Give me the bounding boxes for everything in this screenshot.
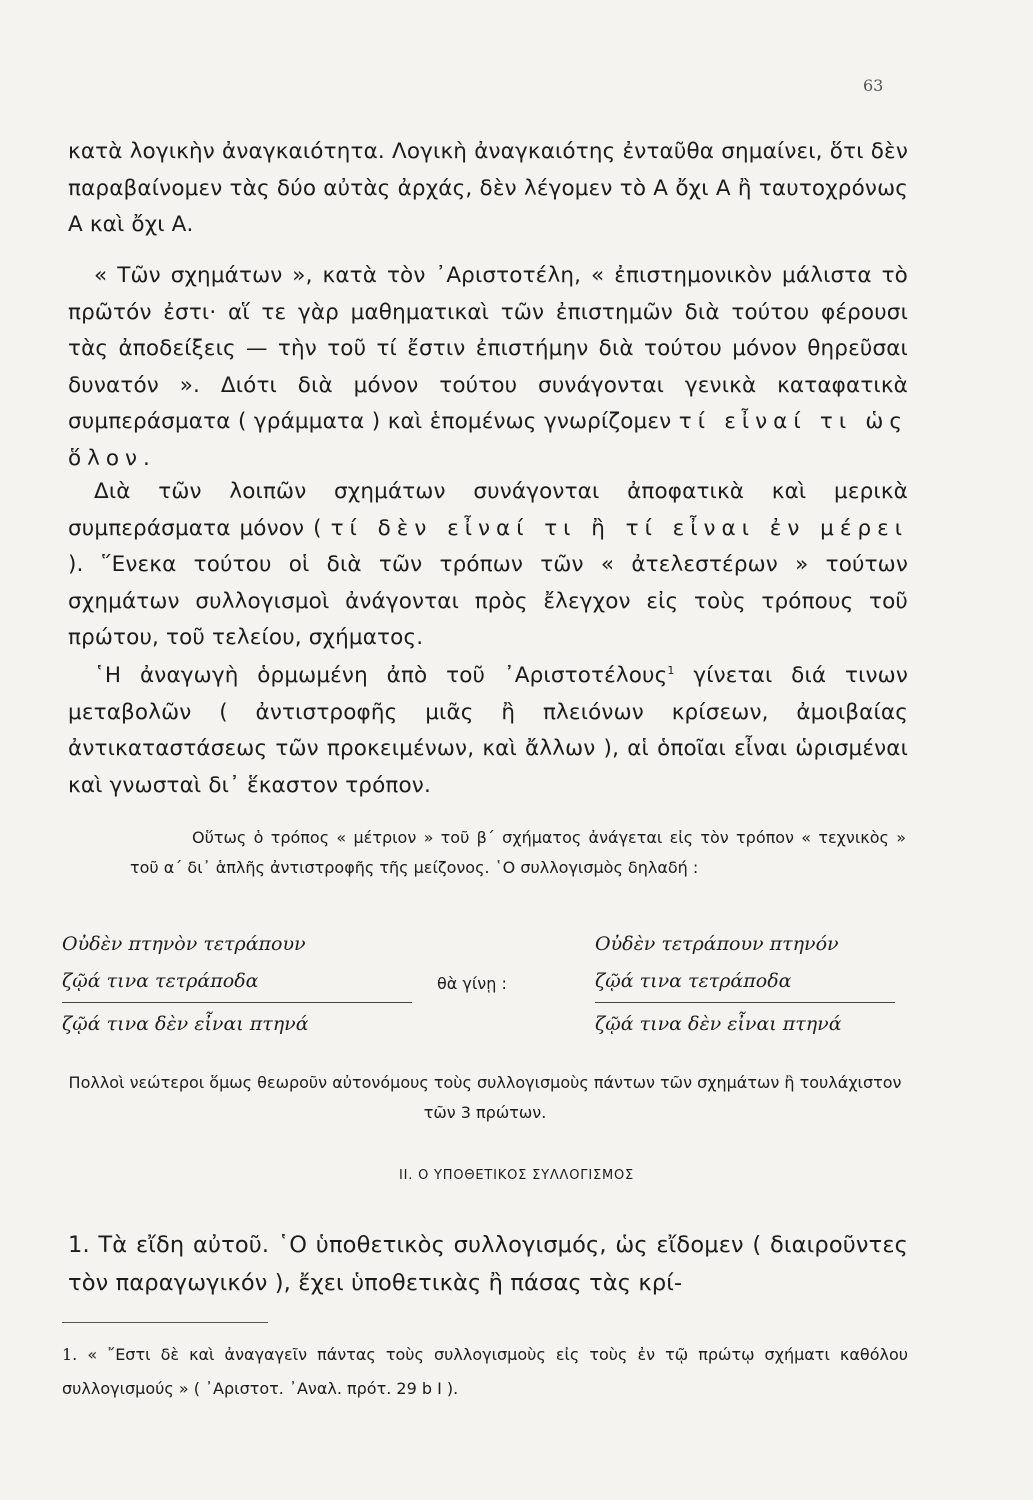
after-syllogism-text: Πολλοὶ νεώτεροι ὅμως θεωροῦν αὐτονόμους τοὺς συλλογισμοὺς πάντων τῶν σχημάτων ἢ τουλάχιστον τῶν 3 πρώτων. xyxy=(68,1073,902,1122)
paragraph-4-text: ῾Η ἀναγωγὴ ὁρμωμένη ἀπὸ τοῦ ᾿Αριστοτέλους xyxy=(94,663,668,688)
footnote-divider xyxy=(62,1322,268,1323)
section-heading: II. Ο ΥΠΟΘΕΤΙΚΟΣ ΣΥΛΛΟΓΙΣΜΟΣ xyxy=(398,1168,635,1183)
syllogism-right-minor: ζῷά τινα τετράποδα xyxy=(595,970,792,992)
syllogism-right-conclusion: ζῷά τινα δὲν εἶναι πτηνά xyxy=(595,1013,842,1035)
syllogism-right-rule xyxy=(595,1002,895,1003)
paragraph-2 xyxy=(68,258,908,477)
footnote-reference: 1 xyxy=(667,663,675,677)
syllogism-left-major: Οὐδὲν πτηνὸν τετράπουν xyxy=(62,933,306,955)
footnote-text: « ῎Εστι δὲ καὶ ἀναγαγεῖν πάντας τοὺς συλλογισμοὺς εἰς τοὺς ἐν τῷ πρώτῳ σχήματι καθόλου συλλογισμούς » ( ᾿Αριστοτ. ᾿Αναλ. πρότ. 29 b I ). xyxy=(62,1345,908,1398)
syllogism-right-major: Οὐδὲν τετράπουν πτηνόν xyxy=(595,933,839,955)
paragraph-3-text: Διὰ τῶν λοιπῶν σχημάτων συνάγονται ἀποφατικὰ καὶ μερικὰ συμπεράσματα μόνον ( xyxy=(68,479,908,541)
paragraph-4-rest: γίνεται διά τινων μεταβολῶν ( ἀντιστροφῆς μιᾶς ἢ πλειόνων κρίσεων, ἀμοιβαίας ἀντικαταστάσεως τῶν προκειμένων, καὶ ἄλλων ), αἱ ὁποῖαι εἶναι ὡρισμέναι καὶ γνωσταὶ δι᾿ ἕκαστον τρόπον. xyxy=(68,663,908,798)
example-paragraph: Οὕτως ὁ τρόπος « μέτριον » τοῦ β΄ σχήματος ἀνάγεται εἰς τὸν τρόπον « τεχνικὸς » τοῦ α΄ δι᾿ ἁπλῆς ἀντιστροφῆς τῆς μείζονος. ῾Ο συλλογισμὸς δηλαδή : xyxy=(130,828,906,877)
syllogism-left-rule xyxy=(62,1002,412,1003)
page-number: 63 xyxy=(863,76,884,95)
syllogism-left-conclusion: ζῷά τινα δὲν εἶναι πτηνά xyxy=(62,1013,309,1035)
paragraph-2-spaced: τί εἶναί τι ὡς ὅλον. xyxy=(68,409,909,471)
paragraph-3-rest: ). ῞Ενεκα τούτου οἱ διὰ τῶν τρόπων τῶν « ἀτελεστέρων » τούτων σχημάτων συλλογισμοὶ ἀνάγονται πρὸς ἔλεγχον εἰς τοὺς τρόπους τοῦ πρώτου, τοῦ τελείου, σχήματος. xyxy=(68,552,908,650)
paragraph-3 xyxy=(68,474,908,657)
paragraph-3-spaced: τί δὲν εἶναί τι ἢ τί εἶναι ἐν μέρει xyxy=(330,515,908,541)
paragraph-4 xyxy=(68,658,908,804)
footnote-mark: 1. xyxy=(62,1345,78,1364)
syllogism-left-minor: ζῷά τινα τετράποδα xyxy=(62,970,259,992)
footnote xyxy=(62,1338,908,1406)
syllogism-connector: θὰ γίνῃ : xyxy=(437,974,507,993)
paragraph-2-text: « Τῶν σχημάτων », κατὰ τὸν ᾿Αριστοτέλη, « ἐπιστημονικὸν μάλιστα τὸ πρῶτόν ἐστι· αἵ τε γὰρ μαθηματικαὶ τῶν ἐπιστημῶν διὰ τούτου φέρουσι τὰς ἀποδείξεις — τὴν τοῦ τί ἔστιν ἐπιστήμην διὰ τούτου μόνον θηρεῦσαι δυνατόν ». Διότι διὰ μόνον τούτου συνάγονται γενικὰ καταφατικὰ συμπεράσματα ( γράμματα ) καὶ ἑπομένως γνωρίζομεν xyxy=(68,263,908,434)
section-paragraph: 1. Τὰ εἴδη αὐτοῦ. ῾Ο ὑποθετικὸς συλλογισμός, ὡς εἴδομεν ( διαιροῦντες τὸν παραγωγικόν ), ἔχει ὑποθετικὰς ἢ πάσας τὰς κρί- xyxy=(68,1232,908,1296)
paragraph-1: κατὰ λογικὴν ἀναγκαιότητα. Λογικὴ ἀναγκαιότης ἐνταῦθα σημαίνει, ὅτι δὲν παραβαίνομεν τὰς δύο αὐτὰς ἀρχάς, δὲν λέγομεν τὸ Α ὄχι Α ἢ ταυτοχρόνως Α καὶ ὄχι Α. xyxy=(68,139,908,237)
